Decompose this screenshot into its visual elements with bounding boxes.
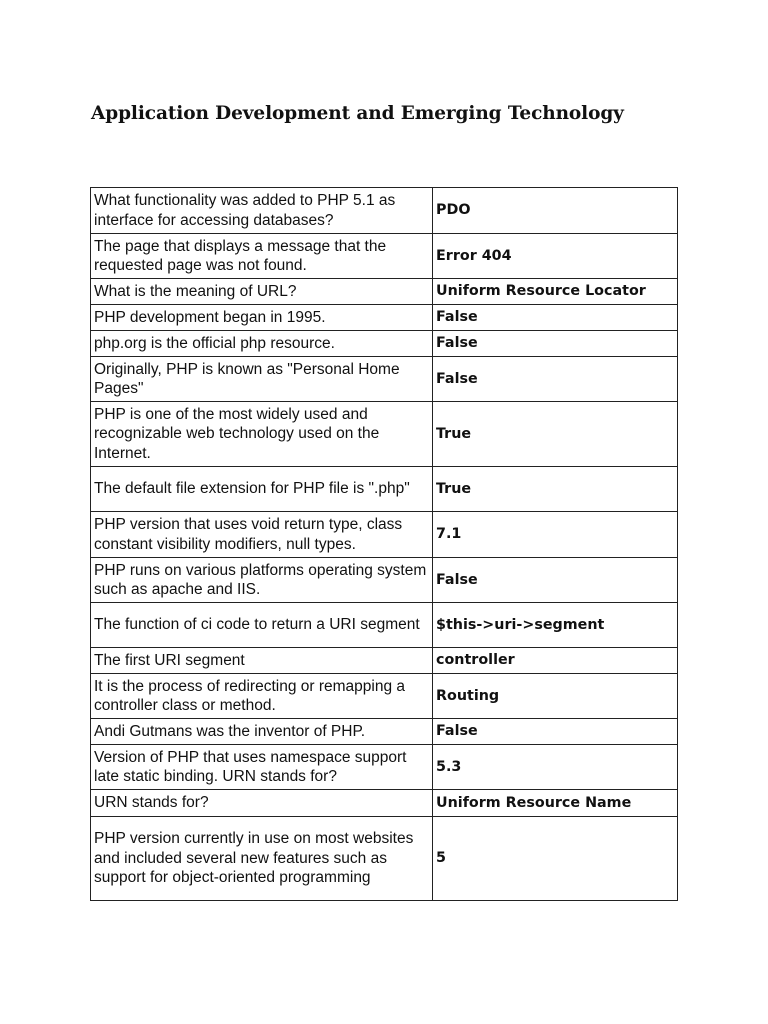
answer-cell: Uniform Resource Name bbox=[433, 790, 678, 817]
table-row bbox=[91, 817, 678, 901]
answer-cell: False bbox=[433, 331, 678, 357]
question-cell: PHP development began in 1995. bbox=[91, 305, 433, 331]
question-cell: PHP is one of the most widely used and recognizable web technology used on the Internet. bbox=[91, 402, 433, 467]
answer-cell: False bbox=[433, 719, 678, 745]
answer-cell: 5 bbox=[433, 817, 678, 901]
question-cell: Version of PHP that uses namespace support late static binding. URN stands for? bbox=[91, 745, 433, 790]
question-cell: PHP version currently in use on most websites and included several new features such as support for object-oriented programming bbox=[91, 817, 433, 901]
question-cell: Originally, PHP is known as "Personal Home Pages" bbox=[91, 357, 433, 402]
question-cell: Andi Gutmans was the inventor of PHP. bbox=[91, 719, 433, 745]
table-row bbox=[91, 558, 678, 603]
question-cell: The first URI segment bbox=[91, 648, 433, 674]
answer-cell: 5.3 bbox=[433, 745, 678, 790]
table-row bbox=[91, 188, 678, 234]
qa-table bbox=[90, 187, 678, 901]
table-row bbox=[91, 467, 678, 512]
table-row bbox=[91, 745, 678, 790]
table-row bbox=[91, 603, 678, 648]
answer-cell: Routing bbox=[433, 674, 678, 719]
question-cell: What functionality was added to PHP 5.1 as interface for accessing databases? bbox=[91, 188, 433, 234]
answer-cell: PDO bbox=[433, 188, 678, 234]
answer-cell: False bbox=[433, 558, 678, 603]
table-row bbox=[91, 234, 678, 279]
answer-cell: True bbox=[433, 402, 678, 467]
table-row bbox=[91, 512, 678, 558]
table-row bbox=[91, 648, 678, 674]
page-title: Application Development and Emerging Technology bbox=[91, 103, 624, 124]
question-cell: URN stands for? bbox=[91, 790, 433, 817]
table-row bbox=[91, 402, 678, 467]
question-cell: It is the process of redirecting or remapping a controller class or method. bbox=[91, 674, 433, 719]
question-cell: PHP runs on various platforms operating system such as apache and IIS. bbox=[91, 558, 433, 603]
answer-cell: 7.1 bbox=[433, 512, 678, 558]
table-row bbox=[91, 719, 678, 745]
question-cell: The default file extension for PHP file is ".php" bbox=[91, 467, 433, 512]
table-row bbox=[91, 305, 678, 331]
answer-cell: False bbox=[433, 305, 678, 331]
answer-cell: False bbox=[433, 357, 678, 402]
answer-cell: $this->uri->segment bbox=[433, 603, 678, 648]
question-cell: PHP version that uses void return type, class constant visibility modifiers, null types. bbox=[91, 512, 433, 558]
answer-cell: controller bbox=[433, 648, 678, 674]
table-row bbox=[91, 357, 678, 402]
answer-cell: Uniform Resource Locator bbox=[433, 279, 678, 305]
table-row bbox=[91, 674, 678, 719]
answer-cell: Error 404 bbox=[433, 234, 678, 279]
table-row bbox=[91, 279, 678, 305]
table-row bbox=[91, 331, 678, 357]
question-cell: The page that displays a message that the requested page was not found. bbox=[91, 234, 433, 279]
answer-cell: True bbox=[433, 467, 678, 512]
question-cell: What is the meaning of URL? bbox=[91, 279, 433, 305]
table-row bbox=[91, 790, 678, 817]
question-cell: The function of ci code to return a URI segment bbox=[91, 603, 433, 648]
question-cell: php.org is the official php resource. bbox=[91, 331, 433, 357]
